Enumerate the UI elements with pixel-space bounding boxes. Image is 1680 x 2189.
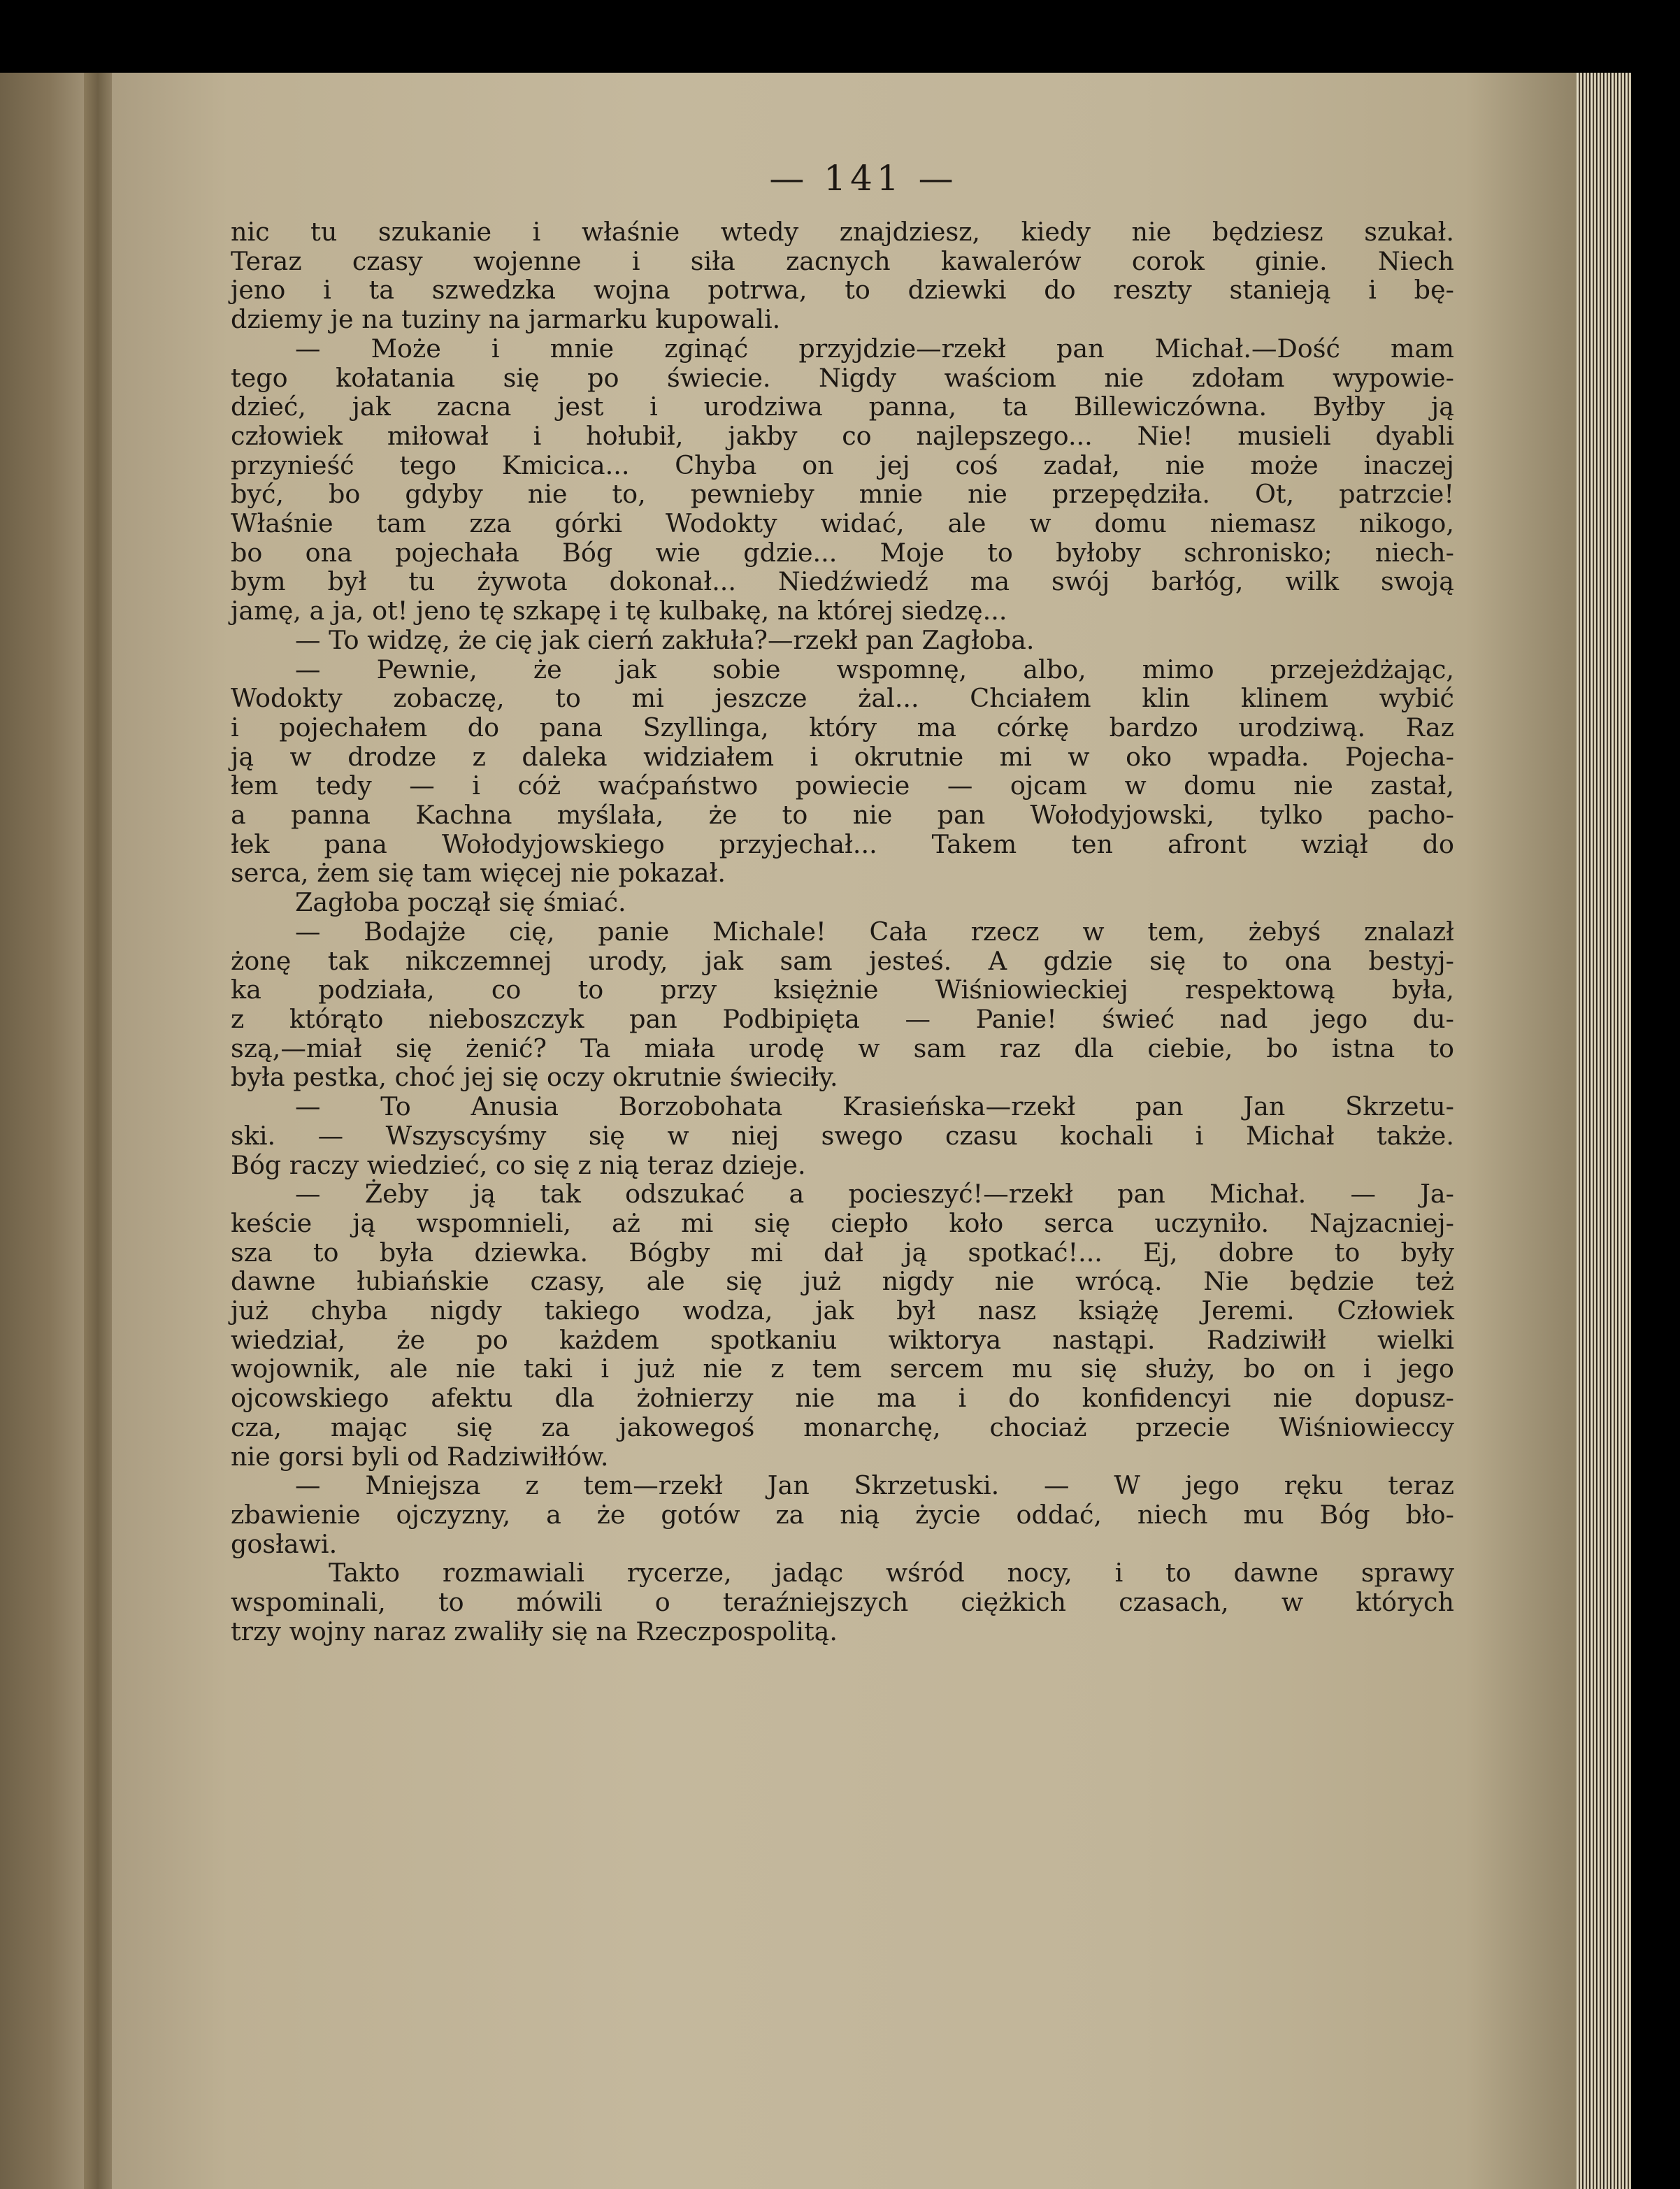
text-line: a panna Kachna myślała, że to nie pan Wołodyjowski, tylko pacho- (231, 800, 1454, 831)
text-line: Teraz czasy wojenne i siła zacnych kawalerów corok ginie. Niech (231, 245, 1454, 276)
text-line: — Żeby ją tak odszukać a pocieszyć!—rzekł pan Michał. — Ja- (295, 1179, 1454, 1210)
text-line: Takto rozmawiali rycerze, jadąc wśród nocy, i to dawne sprawy (329, 1558, 1454, 1588)
text-line: wojownik, ale nie taki i już nie z tem sercem mu się służy, bo on i jego (231, 1354, 1454, 1384)
text-line: Właśnie tam zza górki Wodokty widać, ale w domu niemasz nikogo, (231, 508, 1454, 539)
text-line: bym był tu żywota dokonał... Niedźwiedź ma swój barłóg, wilk swoją (231, 566, 1454, 597)
text-line: — Pewnie, że jak sobie wspomnę, albo, mimo przejeżdżając, (295, 654, 1454, 684)
text-line: nic tu szukanie i właśnie wtedy znajdziesz, kiedy nie będziesz szukał. (231, 217, 1454, 247)
text-line: trzy wojny naraz zwaliły się na Rzeczpospolitą. (231, 1616, 838, 1646)
text-line: tego kołatania się po świecie. Nigdy waściom nie zdołam wypowie- (231, 362, 1454, 393)
text-line: szą,—miał się żenić? Ta miała urodę w sam raz dla ciebie, bo istna to (231, 1033, 1454, 1063)
text-line: łek pana Wołodyjowskiego przyjechał... Takem ten afront wziął do (231, 828, 1454, 859)
text-line: ją w drodze z daleka widziałem i okrutnie mi w oko wpadła. Pojecha- (231, 741, 1454, 772)
text-line: przynieść tego Kmicica... Chyba on jej coś zadał, nie może inaczej (231, 450, 1454, 480)
text-line: ski. — Wszyscyśmy się w niej swego czasu kochali i Michał także. (231, 1120, 1454, 1151)
printed-page (231, 157, 1454, 1646)
text-line: jeno i ta szwedzka wojna potrwa, to dziewki do reszty stanieją i bę- (231, 275, 1454, 306)
text-line: wspominali, to mówili o teraźniejszych ciężkich czasach, w których (231, 1587, 1454, 1618)
text-line: wiedział, że po każdem spotkaniu wiktorya nastąpi. Radziwiłł wielki (231, 1324, 1454, 1355)
text-line: Bóg raczy wiedzieć, co się z nią teraz dzieje. (231, 1149, 806, 1180)
text-line: i pojechałem do pana Szyllinga, który ma córkę bardzo urodziwą. Raz (231, 712, 1454, 742)
text-line: łem tedy — i cóż waćpaństwo powiecie — ojcam w domu nie zastał, (231, 770, 1454, 801)
book-gutter (84, 73, 112, 2189)
text-line: gosławi. (231, 1528, 338, 1559)
text-line: nie gorsi byli od Radziwiłłów. (231, 1441, 609, 1472)
text-line: zbawienie ojczyzny, a że gotów za nią życie oddać, niech mu Bóg bło- (231, 1499, 1454, 1530)
text-line: jamę, a ja, ot! jeno tę szkapę i tę kulbakę, na której siedzę... (231, 596, 1007, 626)
text-line: — Bodajże cię, panie Michale! Cała rzecz w tem, żebyś znalazł (295, 916, 1454, 947)
text-line: być, bo gdyby nie to, pewnieby mnie nie przepędziła. Ot, patrzcie! (231, 479, 1454, 510)
text-line: dawne łubiańskie czasy, ale się już nigdy nie wrócą. Nie będzie też (231, 1266, 1454, 1297)
text-line: keście ją wspomnieli, aż mi się ciepło koło serca uczyniło. Najzacniej- (231, 1207, 1454, 1238)
text-line: już chyba nigdy takiego wodza, jak był nasz książę Jeremi. Człowiek (231, 1296, 1454, 1326)
text-line: cza, mając się za jakowegoś monarchę, chociaż przecie Wiśniowieccy (231, 1412, 1454, 1442)
text-line: dzieć, jak zacna jest i urodziwa panna, ta Billewiczówna. Byłby ją (231, 392, 1454, 422)
body-text (231, 217, 1454, 1646)
text-line: dziemy je na tuziny na jarmarku kupowali. (231, 304, 781, 335)
text-line: — To widzę, że cię jak cierń zakłuła?—rzekł pan Zagłoba. (295, 624, 1035, 655)
text-line: serca, żem się tam więcej nie pokazał. (231, 858, 726, 889)
text-line: — To Anusia Borzobohata Krasieńska—rzekł pan Jan Skrzetu- (295, 1091, 1454, 1122)
text-line: była pestka, choć jej się oczy okrutnie świeciły. (231, 1062, 838, 1093)
text-line: ka podziała, co to przy księżnie Wiśniowieckiej respektową była, (231, 975, 1454, 1005)
text-line: — Mniejsza z tem—rzekł Jan Skrzetuski. — W jego ręku teraz (295, 1470, 1454, 1501)
text-line: z którąto nieboszczyk pan Podbipięta — Panie! świeć nad jego du- (231, 1003, 1454, 1034)
text-line: bo ona pojechała Bóg wie gdzie... Moje to byłoby schronisko; niech- (231, 537, 1454, 568)
text-line: — Może i mnie zginąć przyjdzie—rzekł pan Michał.—Dość mam (295, 333, 1454, 364)
text-line: ojcowskiego afektu dla żołnierzy nie ma i do konfidencyi nie dopusz- (231, 1383, 1454, 1414)
text-line: sza to była dziewka. Bógby mi dał ją spotkać!... Ej, dobre to były (231, 1237, 1454, 1268)
page-edges (1577, 73, 1631, 2189)
text-line: Wodokty zobaczę, to mi jeszcze żal... Chciałem klin klinem wybić (231, 683, 1454, 714)
page-number: — 141 — (769, 158, 958, 199)
text-line: żonę tak nikczemnej urody, jak sam jesteś. A gdzie się to ona bestyj- (231, 945, 1454, 976)
text-line: człowiek miłował i hołubił, jakby co najlepszego... Nie! musieli dyabli (231, 420, 1454, 451)
text-line: Zagłoba począł się śmiać. (295, 887, 626, 918)
